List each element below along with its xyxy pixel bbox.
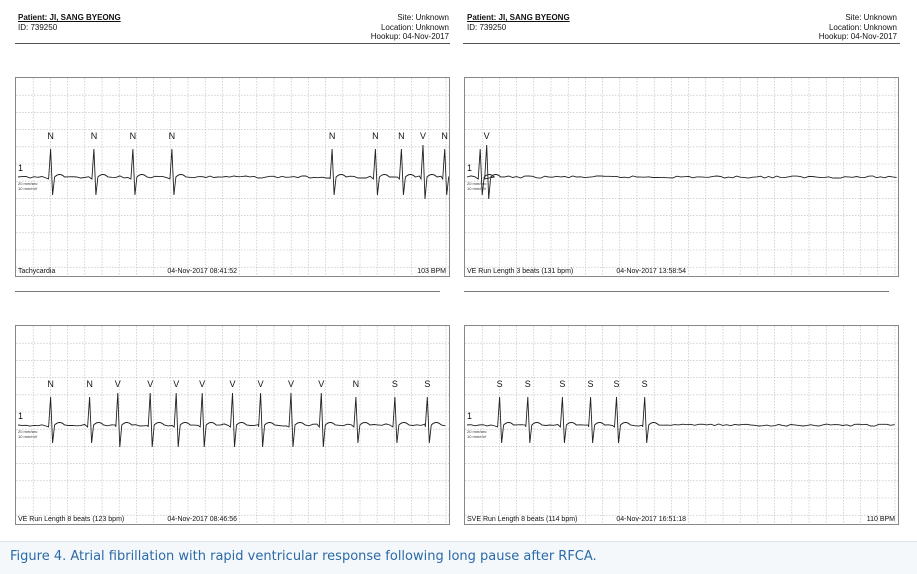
channel-number: 1 (467, 411, 473, 421)
left-middle-rule (15, 291, 440, 292)
beat-label: V (229, 379, 236, 389)
right-middle-rule (464, 291, 889, 292)
heart-rate: 103 BPM (417, 268, 446, 275)
hookup-label: Hookup: 04-Nov-2017 (818, 32, 897, 41)
patient-name: Patient: JI, SANG BYEONG (18, 13, 121, 22)
ecg-strip-tachycardia (15, 77, 450, 277)
patient-id: ID: 739250 (18, 22, 58, 32)
left-session-info (300, 13, 449, 42)
ecg-strip-sve-run-8 (464, 325, 899, 525)
beat-label: S (587, 379, 594, 389)
calibration-gain: 10 mm/mV (18, 186, 38, 191)
ecg-strip-svg (465, 326, 898, 524)
ecg-trace (467, 397, 895, 443)
event-timestamp: 04-Nov-2017 08:46:56 (167, 516, 238, 523)
calibration-speed: 20 mm/sec (467, 429, 487, 434)
event-timestamp: 04-Nov-2017 16:51:18 (616, 516, 687, 523)
event-label: VE Run Length 3 beats (131 bpm) (467, 268, 574, 275)
ecg-trace (18, 393, 445, 447)
beat-label: S (496, 379, 503, 389)
location-label: Location: Unknown (828, 22, 897, 32)
right-session-info (748, 13, 897, 42)
beat-label: S (424, 379, 431, 389)
beat-label: N (90, 131, 98, 141)
site-label: Site: Unknown (845, 13, 897, 22)
heart-rate: 110 BPM (866, 516, 895, 523)
beat-label: N (129, 131, 137, 141)
beat-label: N (47, 131, 54, 141)
patient-id: ID: 739250 (467, 22, 507, 32)
event-timestamp: 04-Nov-2017 08:41:52 (167, 268, 238, 275)
beat-label: V (199, 379, 206, 389)
ecg-strip-svg (16, 78, 449, 276)
calibration-speed: 20 mm/sec (18, 181, 38, 186)
event-timestamp: 04-Nov-2017 13:58:54 (616, 268, 687, 275)
channel-number: 1 (18, 163, 24, 173)
beat-label: N (86, 379, 93, 389)
site-label: Site: Unknown (397, 13, 449, 22)
beat-label: N (168, 131, 176, 141)
ecg-strip-ve-run-3 (464, 77, 899, 277)
ecg-strip-ve-run-8 (15, 325, 450, 525)
beat-label: N (47, 379, 54, 389)
hookup-label: Hookup: 04-Nov-2017 (370, 32, 449, 41)
beat-label: V (483, 131, 490, 141)
location-label: Location: Unknown (380, 22, 449, 32)
beat-label: N (352, 379, 360, 389)
event-label: Tachycardia (18, 268, 56, 275)
beat-label: S (524, 379, 531, 389)
beat-label: V (287, 379, 294, 389)
figure-caption: Figure 4. Atrial fibrillation with rapid ventricular response following long pause after RFCA. (0, 541, 917, 574)
beat-label: V (147, 379, 154, 389)
beat-label: S (391, 379, 398, 389)
calibration-speed: 20 mm/sec (18, 429, 38, 434)
left-patient-header (18, 13, 121, 32)
ecg-strip-svg (465, 78, 898, 276)
channel-number: 1 (467, 163, 473, 173)
beat-label: V (257, 379, 264, 389)
beat-label: N (328, 131, 336, 141)
beat-label: V (318, 379, 325, 389)
beat-label: S (613, 379, 620, 389)
ecg-trace (18, 145, 449, 199)
beat-label: N (441, 131, 448, 141)
event-label: VE Run Length 8 beats (123 bpm) (18, 516, 125, 523)
patient-name: Patient: JI, SANG BYEONG (467, 13, 570, 22)
calibration-gain: 10 mm/mV (18, 434, 38, 439)
right-patient-header (467, 13, 570, 32)
beat-label: N (372, 131, 379, 141)
ecg-grid (16, 78, 449, 276)
calibration-gain: 10 mm/mV (467, 186, 487, 191)
calibration-speed: 20 mm/sec (467, 181, 487, 186)
right-header-rule (463, 43, 900, 44)
beat-label: V (114, 379, 121, 389)
beat-label: V (173, 379, 180, 389)
ecg-strip-svg (16, 326, 449, 524)
event-label: SVE Run Length 8 beats (114 bpm) (467, 516, 578, 523)
ecg-trace (467, 145, 897, 199)
beat-label: S (641, 379, 648, 389)
beat-label: V (420, 131, 427, 141)
beat-label: S (559, 379, 566, 389)
beat-label: N (398, 131, 405, 141)
left-header-rule (15, 43, 450, 44)
channel-number: 1 (18, 411, 24, 421)
calibration-gain: 10 mm/mV (467, 434, 487, 439)
